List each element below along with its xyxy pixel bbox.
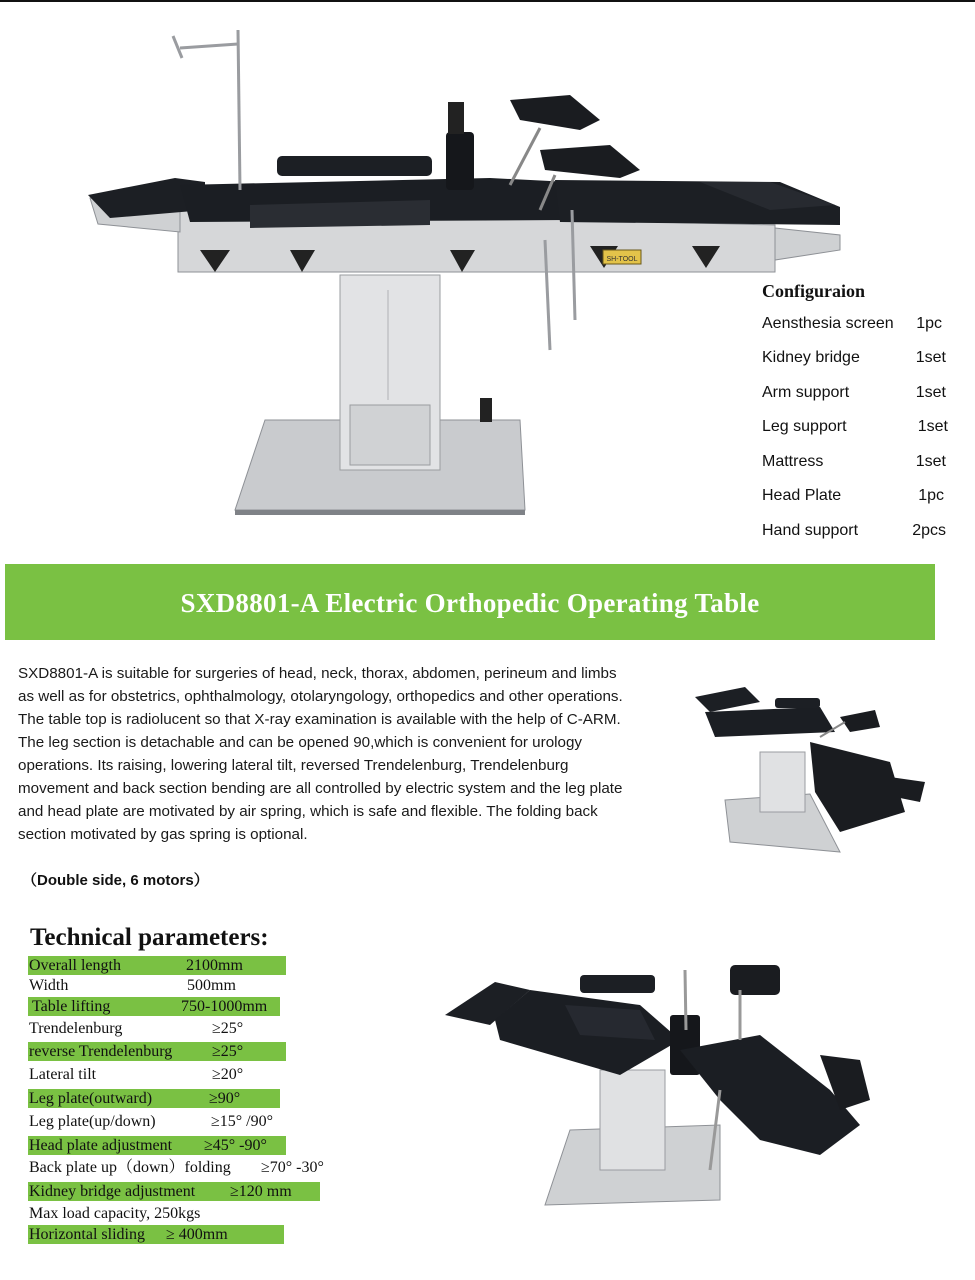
param-value: ≥70° -30° [261, 1159, 324, 1176]
param-row [28, 1065, 286, 1084]
param-key: Back plate up（down）folding [29, 1159, 231, 1176]
product-description: SXD8801-A is suitable for surgeries of head, neck, thorax, abdomen, perineum and limbs as well as for obstetrics, ophthalmology, otolaryngology, orthopedics and other operations. The table top is radiolucent so that X-ray examination is available with the help of C-ARM. The leg section is detachable and can be opened 90,which is convenient for urology operations. Its raising, lowering lateral tilt, reversed Trendelenburg, Trendelenburg movement and back section bending are all controlled by electric system and the leg plate and head plate are motivated by air spring, which is safe and flexible. The folding back section motivated by gas spring is optional. [18, 665, 623, 843]
param-value: ≥90° [209, 1090, 241, 1107]
param-value: ≥ 400mm [166, 1226, 228, 1243]
param-key: reverse Trendelenburg [29, 1043, 173, 1060]
param-row [28, 1136, 286, 1155]
param-value: ≥20° [212, 1066, 244, 1083]
param-key: Kidney bridge adjustment [29, 1183, 196, 1200]
param-key: Max load capacity, 250kgs [29, 1205, 201, 1222]
param-row [28, 1112, 298, 1131]
param-key: Overall length [29, 957, 121, 974]
param-row [28, 976, 286, 995]
param-row [28, 1019, 286, 1038]
config-item-qty: 1set [915, 349, 946, 366]
config-row [762, 313, 962, 335]
param-value: 500mm [187, 977, 236, 994]
config-row [762, 416, 962, 438]
param-row [28, 1042, 286, 1061]
param-value: ≥25° [212, 1043, 244, 1060]
table-leg-open-photo [690, 682, 930, 857]
config-row [762, 485, 962, 507]
param-row [28, 1158, 358, 1177]
config-item-name: Arm support [762, 384, 850, 401]
param-key: Trendelenburg [29, 1020, 123, 1037]
config-item-qty: 1set [915, 453, 946, 470]
table-perspective-photo [440, 960, 890, 1210]
config-item-name: Kidney bridge [762, 349, 860, 366]
config-item-qty: 1pc [916, 315, 942, 332]
config-item-name: Mattress [762, 453, 824, 470]
config-item-name: Head Plate [762, 487, 842, 504]
config-item-name: Hand support [762, 522, 859, 539]
param-value: ≥25° [212, 1020, 244, 1037]
param-value: ≥15° /90° [211, 1113, 274, 1130]
param-row [28, 1225, 284, 1244]
config-row [762, 451, 962, 473]
param-key: Table lifting [32, 998, 111, 1015]
config-item-name: Leg support [762, 418, 847, 435]
config-row [762, 347, 962, 369]
config-item-qty: 2pcs [912, 522, 946, 539]
param-key: Lateral tilt [29, 1066, 97, 1083]
param-value: ≥120 mm [230, 1183, 292, 1200]
title-banner [5, 564, 935, 640]
param-row [28, 1182, 320, 1201]
main-table-photo [70, 10, 850, 520]
param-key: Horizontal sliding [29, 1226, 145, 1243]
param-value: 750-1000mm [181, 998, 268, 1015]
product-title: SXD8801-A Electric Orthopedic Operating Table [180, 588, 760, 618]
technical-title: Technical parameters: [30, 924, 269, 951]
param-value: ≥45° -90° [204, 1137, 267, 1154]
param-row [28, 997, 280, 1016]
config-row [762, 382, 962, 404]
param-key: Width [29, 977, 69, 994]
param-row [28, 1204, 286, 1223]
config-item-qty: 1pc [918, 487, 944, 504]
param-value: 2100mm [186, 957, 243, 974]
motor-note: （Double side, 6 motors） [22, 872, 209, 889]
config-row [762, 520, 962, 542]
config-item-qty: 1set [917, 418, 948, 435]
param-key: Leg plate(outward) [29, 1090, 153, 1107]
param-key: Leg plate(up/down) [29, 1113, 156, 1130]
configuration-title: Configuraion [762, 281, 866, 301]
config-item-qty: 1set [915, 384, 946, 401]
label-plate-text: SH-TOOL [606, 256, 638, 263]
top-border [0, 0, 975, 2]
param-row [28, 956, 286, 975]
param-row [28, 1089, 280, 1108]
config-item-name: Aensthesia screen [762, 315, 894, 332]
param-key: Head plate adjustment [29, 1137, 173, 1154]
